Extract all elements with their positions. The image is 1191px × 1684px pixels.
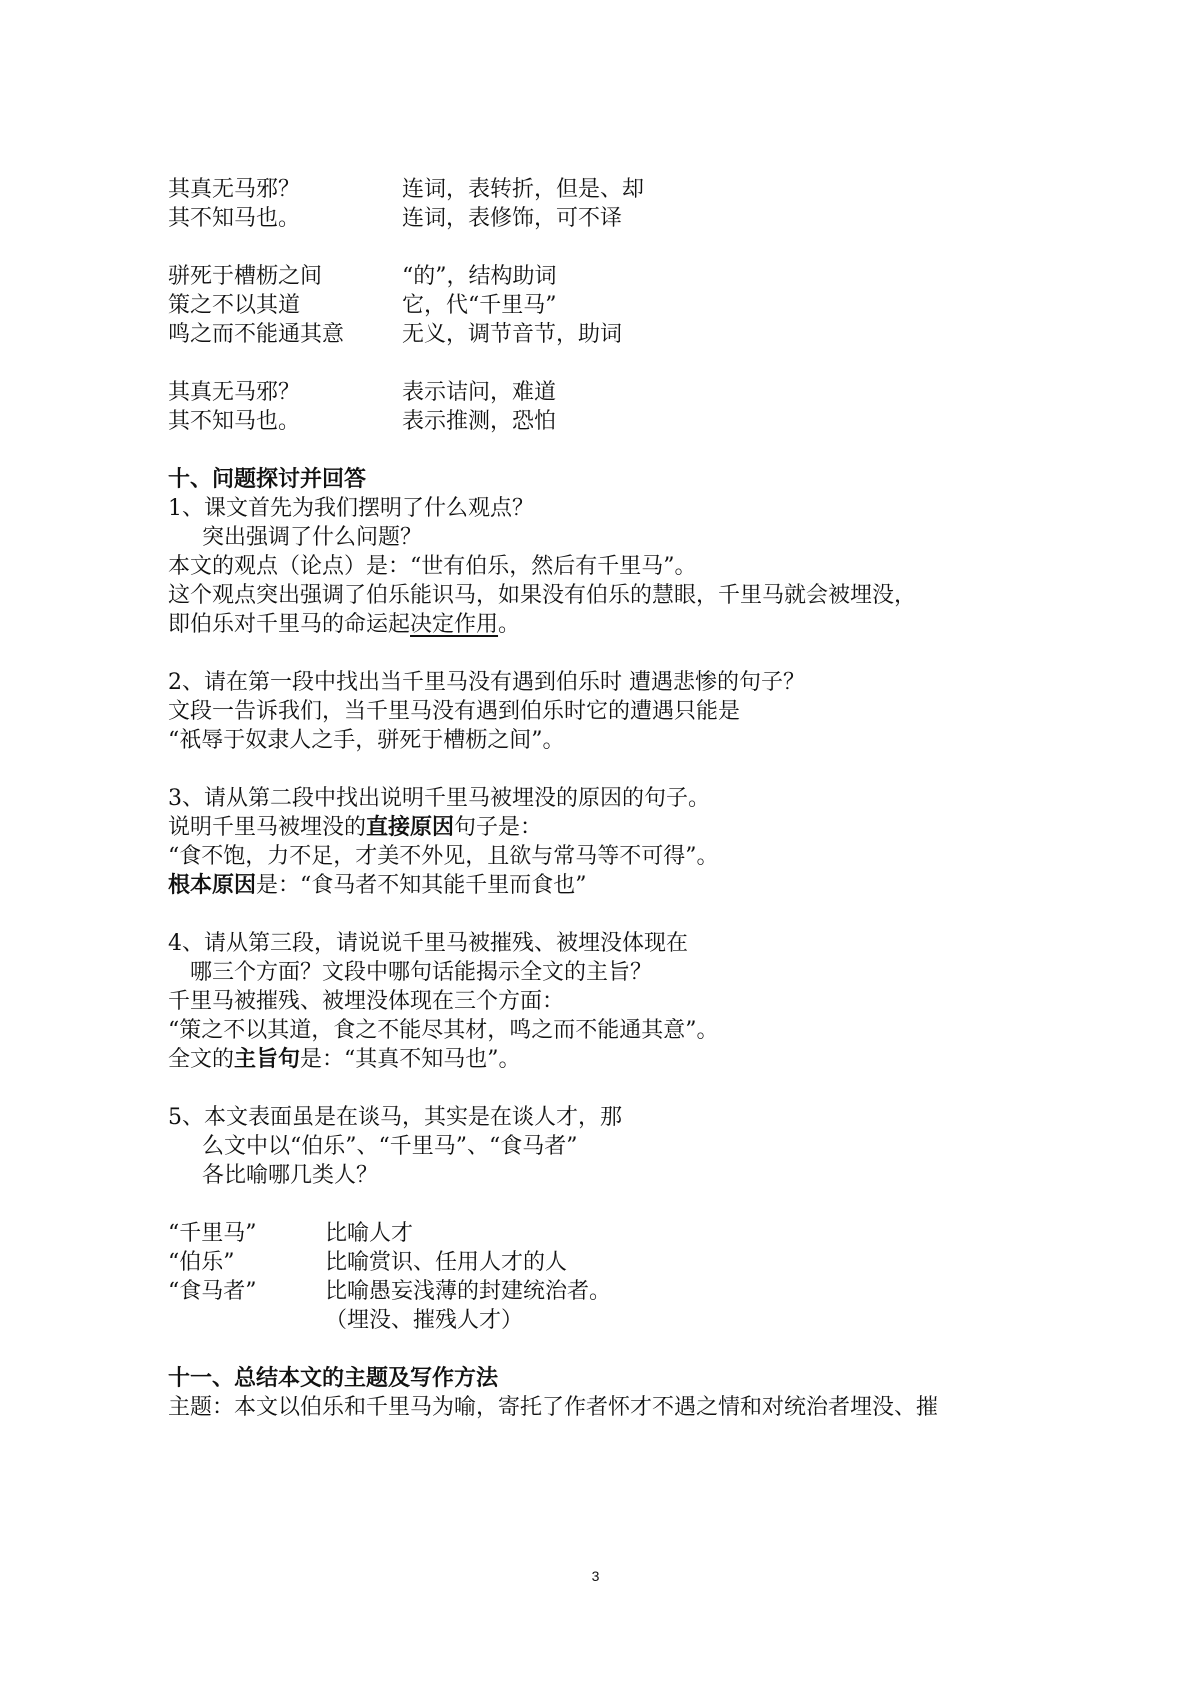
question-line: 2、请在第一段中找出当千里马没有遇到伯乐时 遭遇悲惨的句子？ <box>168 670 805 695</box>
particle-sentence: 其不知马也。 <box>168 206 301 231</box>
metaphor-term: “伯乐” <box>168 1250 235 1275</box>
particle-sentence: 策之不以其道 <box>168 293 301 318</box>
particle-sentence: 骈死于槽枥之间 <box>168 264 323 289</box>
particle-sentence: 其不知马也。 <box>168 409 301 434</box>
metaphor-term: “千里马” <box>168 1221 257 1246</box>
text-run: 即伯乐对千里马的命运起 <box>168 612 411 637</box>
bold-term: 直接原因 <box>366 815 455 840</box>
question-line: 各比喻哪几类人？ <box>202 1163 379 1188</box>
question-line: 3、请从第二段中找出说明千里马被埋没的原因的句子。 <box>168 786 710 811</box>
particle-meaning: 连词，表转折，但是、却 <box>402 177 645 202</box>
section-heading: 十、问题探讨并回答 <box>168 467 367 492</box>
particle-meaning: “的”，结构助词 <box>402 264 557 289</box>
particle-meaning: 连词，表修饰，可不译 <box>402 206 623 231</box>
metaphor-meaning: 比喻愚妄浅薄的封建统治者。 <box>325 1279 612 1304</box>
answer-line: 本文的观点（论点）是：“世有伯乐，然后有千里马”。 <box>168 554 697 579</box>
answer-line <box>168 870 587 901</box>
metaphor-note: （埋没、摧残人才） <box>325 1308 524 1333</box>
question-line: 哪三个方面？文段中哪句话能揭示全文的主旨？ <box>190 960 653 985</box>
particle-meaning: 它，代“千里马” <box>402 293 557 318</box>
bold-term: 主旨句 <box>234 1047 301 1072</box>
question-line: 么文中以“伯乐”、“千里马”、“食马者” <box>202 1134 578 1159</box>
underlined-term: 决定作用 <box>410 612 499 637</box>
particle-meaning: 表示诘问，难道 <box>402 380 557 405</box>
text-run: 说明千里马被埋没的 <box>168 815 367 840</box>
metaphor-term: “食马者” <box>168 1279 257 1304</box>
answer-line <box>168 1044 521 1075</box>
text-run: 句子是： <box>454 815 543 840</box>
question-line: 5、本文表面虽是在谈马，其实是在谈人才，那 <box>168 1105 622 1130</box>
bold-term: 根本原因 <box>168 873 257 898</box>
answer-line: “祇辱于奴隶人之手，骈死于槽枥之间”。 <box>168 728 565 753</box>
particle-sentence: 鸣之而不能通其意 <box>168 322 345 347</box>
page-number: 3 <box>591 1568 600 1584</box>
answer-line <box>168 609 520 640</box>
particle-meaning: 表示推测，恐怕 <box>402 409 557 434</box>
text-run: 全文的 <box>168 1047 235 1072</box>
text-run: 。 <box>498 612 521 637</box>
particle-sentence: 其真无马邪？ <box>168 380 301 405</box>
answer-line: “食不饱，力不足，才美不外见，且欲与常马等不可得”。 <box>168 844 719 869</box>
answer-line: 千里马被摧残、被埋没体现在三个方面： <box>168 989 565 1014</box>
text-run: 是：“食马者不知其能千里而食也” <box>256 873 587 898</box>
particle-sentence: 其真无马邪？ <box>168 177 301 202</box>
answer-line <box>168 812 542 843</box>
text-run: 是：“其真不知马也”。 <box>300 1047 521 1072</box>
metaphor-meaning: 比喻人才 <box>325 1221 414 1246</box>
section-heading: 十一、总结本文的主题及写作方法 <box>168 1366 499 1391</box>
body-line: 主题：本文以伯乐和千里马为喻，寄托了作者怀才不遇之情和对统治者埋没、摧 <box>168 1395 939 1420</box>
question-line: 1、课文首先为我们摆明了什么观点？ <box>168 496 534 521</box>
question-line: 突出强调了什么问题？ <box>202 525 423 550</box>
answer-line: “策之不以其道，食之不能尽其材，鸣之而不能通其意”。 <box>168 1018 719 1043</box>
question-line: 4、请从第三段，请说说千里马被摧残、被埋没体现在 <box>168 931 688 956</box>
metaphor-meaning: 比喻赏识、任用人才的人 <box>325 1250 568 1275</box>
answer-line: 这个观点突出强调了伯乐能识马，如果没有伯乐的慧眼，千里马就会被埋没， <box>168 583 917 608</box>
answer-line: 文段一告诉我们，当千里马没有遇到伯乐时它的遭遇只能是 <box>168 699 741 724</box>
particle-meaning: 无义，调节音节，助词 <box>402 322 623 347</box>
